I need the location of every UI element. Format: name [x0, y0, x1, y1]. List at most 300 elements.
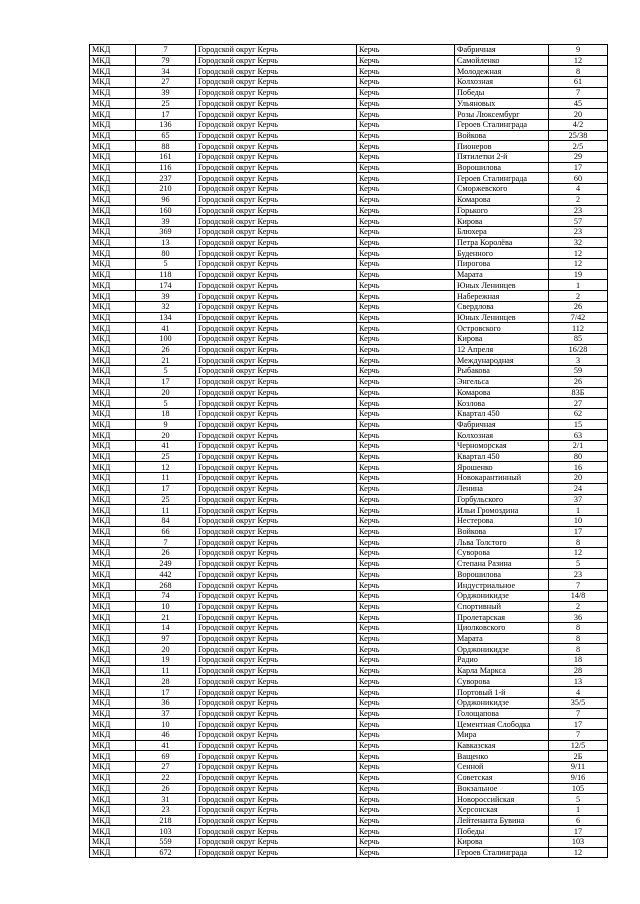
- cell-building-type: МКД: [90, 280, 136, 291]
- table-row: [90, 580, 608, 591]
- table-row: [90, 526, 608, 537]
- cell-street: Херсонская: [455, 804, 549, 815]
- cell-street: Комарова: [455, 194, 549, 205]
- cell-street: Горбульского: [455, 494, 549, 505]
- table-row: [90, 87, 608, 98]
- cell-city: Керчь: [357, 730, 455, 741]
- cell-building-type: МКД: [90, 376, 136, 387]
- cell-house-number: 60: [549, 173, 608, 184]
- cell-count: 17: [136, 109, 196, 120]
- cell-municipality: Городской округ Керчь: [196, 590, 357, 601]
- cell-city: Керчь: [357, 109, 455, 120]
- cell-house-number: 5: [549, 558, 608, 569]
- cell-count: 80: [136, 248, 196, 259]
- cell-city: Керчь: [357, 783, 455, 794]
- cell-city: Керчь: [357, 697, 455, 708]
- cell-building-type: МКД: [90, 119, 136, 130]
- cell-street: Героев Сталинграда: [455, 173, 549, 184]
- cell-building-type: МКД: [90, 548, 136, 559]
- housing-table: [89, 44, 608, 858]
- cell-city: Керчь: [357, 569, 455, 580]
- cell-house-number: 23: [549, 205, 608, 216]
- cell-municipality: Городской округ Керчь: [196, 697, 357, 708]
- cell-city: Керчь: [357, 548, 455, 559]
- cell-municipality: Городской округ Керчь: [196, 109, 357, 120]
- table-row: [90, 644, 608, 655]
- cell-street: Победы: [455, 87, 549, 98]
- cell-municipality: Городской округ Керчь: [196, 515, 357, 526]
- cell-street: Молодежная: [455, 66, 549, 77]
- cell-street: Суворова: [455, 676, 549, 687]
- cell-street: Горького: [455, 205, 549, 216]
- cell-count: 13: [136, 237, 196, 248]
- cell-city: Керчь: [357, 141, 455, 152]
- cell-building-type: МКД: [90, 804, 136, 815]
- cell-city: Керчь: [357, 676, 455, 687]
- cell-municipality: Городской округ Керчь: [196, 162, 357, 173]
- cell-municipality: Городской округ Керчь: [196, 312, 357, 323]
- cell-building-type: МКД: [90, 708, 136, 719]
- cell-count: 10: [136, 719, 196, 730]
- table-row: [90, 98, 608, 109]
- table-row: [90, 237, 608, 248]
- cell-municipality: Городской округ Керчь: [196, 826, 357, 837]
- table-row: [90, 194, 608, 205]
- cell-count: 18: [136, 408, 196, 419]
- cell-city: Керчь: [357, 665, 455, 676]
- cell-building-type: МКД: [90, 87, 136, 98]
- cell-city: Керчь: [357, 376, 455, 387]
- cell-street: Пятилетки 2-й: [455, 152, 549, 163]
- cell-house-number: 3: [549, 355, 608, 366]
- cell-count: 11: [136, 505, 196, 516]
- cell-count: 32: [136, 301, 196, 312]
- cell-building-type: МКД: [90, 590, 136, 601]
- cell-municipality: Городской округ Керчь: [196, 751, 357, 762]
- cell-count: 268: [136, 580, 196, 591]
- cell-city: Керчь: [357, 87, 455, 98]
- cell-count: 28: [136, 676, 196, 687]
- table-row: [90, 77, 608, 88]
- cell-city: Керчь: [357, 366, 455, 377]
- cell-municipality: Городской округ Керчь: [196, 462, 357, 473]
- cell-municipality: Городской округ Керчь: [196, 216, 357, 227]
- cell-count: 118: [136, 269, 196, 280]
- cell-street: Черноморская: [455, 441, 549, 452]
- cell-city: Керчь: [357, 237, 455, 248]
- cell-city: Керчь: [357, 558, 455, 569]
- cell-house-number: 45: [549, 98, 608, 109]
- cell-city: Керчь: [357, 323, 455, 334]
- cell-street: Победы: [455, 826, 549, 837]
- cell-street: Кавказская: [455, 740, 549, 751]
- cell-house-number: 12/5: [549, 740, 608, 751]
- cell-count: 84: [136, 515, 196, 526]
- cell-building-type: МКД: [90, 826, 136, 837]
- cell-count: 79: [136, 55, 196, 66]
- cell-municipality: Городской округ Керчь: [196, 644, 357, 655]
- cell-house-number: 8: [549, 633, 608, 644]
- cell-house-number: 57: [549, 216, 608, 227]
- cell-house-number: 103: [549, 837, 608, 848]
- table-row: [90, 462, 608, 473]
- cell-building-type: МКД: [90, 451, 136, 462]
- cell-street: Ворошилова: [455, 162, 549, 173]
- cell-count: 7: [136, 45, 196, 56]
- cell-municipality: Городской округ Керчь: [196, 548, 357, 559]
- cell-house-number: 1: [549, 505, 608, 516]
- cell-municipality: Городской округ Керчь: [196, 676, 357, 687]
- cell-building-type: МКД: [90, 194, 136, 205]
- cell-building-type: МКД: [90, 141, 136, 152]
- cell-building-type: МКД: [90, 173, 136, 184]
- cell-city: Керчь: [357, 119, 455, 130]
- cell-municipality: Городской округ Керчь: [196, 269, 357, 280]
- cell-house-number: 20: [549, 109, 608, 120]
- cell-building-type: МКД: [90, 644, 136, 655]
- table-row: [90, 505, 608, 516]
- cell-count: 161: [136, 152, 196, 163]
- table-row: [90, 430, 608, 441]
- cell-street: Кирова: [455, 333, 549, 344]
- cell-municipality: Городской округ Керчь: [196, 355, 357, 366]
- cell-building-type: МКД: [90, 676, 136, 687]
- cell-house-number: 15: [549, 419, 608, 430]
- table-row: [90, 130, 608, 141]
- cell-building-type: МКД: [90, 66, 136, 77]
- cell-city: Керчь: [357, 847, 455, 858]
- cell-city: Керчь: [357, 344, 455, 355]
- cell-street: Льва Толстого: [455, 537, 549, 548]
- cell-municipality: Городской округ Керчь: [196, 141, 357, 152]
- cell-count: 136: [136, 119, 196, 130]
- cell-house-number: 8: [549, 622, 608, 633]
- cell-municipality: Городской округ Керчь: [196, 804, 357, 815]
- table-row: [90, 408, 608, 419]
- cell-building-type: МКД: [90, 301, 136, 312]
- cell-city: Керчь: [357, 55, 455, 66]
- cell-city: Керчь: [357, 622, 455, 633]
- cell-count: 11: [136, 473, 196, 484]
- cell-municipality: Городской округ Керчь: [196, 569, 357, 580]
- cell-house-number: 23: [549, 569, 608, 580]
- cell-street: Колхозная: [455, 77, 549, 88]
- table-row: [90, 687, 608, 698]
- cell-street: Кирова: [455, 837, 549, 848]
- table-row: [90, 590, 608, 601]
- cell-house-number: 112: [549, 323, 608, 334]
- cell-house-number: 7/42: [549, 312, 608, 323]
- table-row: [90, 162, 608, 173]
- cell-city: Керчь: [357, 505, 455, 516]
- table-row: [90, 719, 608, 730]
- cell-street: Ворошилова: [455, 569, 549, 580]
- cell-street: Пирогова: [455, 259, 549, 270]
- table-row: [90, 762, 608, 773]
- cell-building-type: МКД: [90, 269, 136, 280]
- cell-building-type: МКД: [90, 601, 136, 612]
- table-row: [90, 333, 608, 344]
- cell-street: Цементная Слободка: [455, 719, 549, 730]
- cell-city: Керчь: [357, 719, 455, 730]
- cell-city: Керчь: [357, 216, 455, 227]
- table-row: [90, 216, 608, 227]
- cell-house-number: 14/8: [549, 590, 608, 601]
- cell-municipality: Городской округ Керчь: [196, 483, 357, 494]
- cell-city: Керчь: [357, 580, 455, 591]
- cell-count: 14: [136, 622, 196, 633]
- cell-city: Керчь: [357, 633, 455, 644]
- cell-building-type: МКД: [90, 344, 136, 355]
- cell-house-number: 2Б: [549, 751, 608, 762]
- cell-street: Розы Люксембург: [455, 109, 549, 120]
- table-row: [90, 366, 608, 377]
- cell-municipality: Городской округ Керчь: [196, 130, 357, 141]
- cell-municipality: Городской округ Керчь: [196, 323, 357, 334]
- cell-house-number: 12: [549, 259, 608, 270]
- cell-building-type: МКД: [90, 655, 136, 666]
- cell-municipality: Городской округ Керчь: [196, 847, 357, 858]
- table-row: [90, 312, 608, 323]
- cell-count: 66: [136, 526, 196, 537]
- table-row: [90, 601, 608, 612]
- cell-city: Керчь: [357, 430, 455, 441]
- cell-city: Керчь: [357, 387, 455, 398]
- cell-city: Керчь: [357, 333, 455, 344]
- cell-house-number: 59: [549, 366, 608, 377]
- cell-street: Юных Ленинцев: [455, 280, 549, 291]
- cell-street: Ващенко: [455, 751, 549, 762]
- cell-municipality: Городской округ Керчь: [196, 622, 357, 633]
- cell-house-number: 4: [549, 687, 608, 698]
- cell-count: 559: [136, 837, 196, 848]
- cell-house-number: 7: [549, 730, 608, 741]
- cell-house-number: 2: [549, 601, 608, 612]
- cell-street: Марата: [455, 633, 549, 644]
- cell-house-number: 5: [549, 794, 608, 805]
- cell-count: 65: [136, 130, 196, 141]
- cell-house-number: 19: [549, 269, 608, 280]
- table-row: [90, 269, 608, 280]
- cell-house-number: 83Б: [549, 387, 608, 398]
- cell-house-number: 16: [549, 462, 608, 473]
- cell-count: 31: [136, 794, 196, 805]
- table-row: [90, 205, 608, 216]
- cell-building-type: МКД: [90, 569, 136, 580]
- cell-city: Керчь: [357, 826, 455, 837]
- cell-municipality: Городской округ Керчь: [196, 837, 357, 848]
- table-row: [90, 141, 608, 152]
- cell-city: Керчь: [357, 419, 455, 430]
- cell-street: Комарова: [455, 387, 549, 398]
- cell-house-number: 37: [549, 494, 608, 505]
- cell-street: Марата: [455, 269, 549, 280]
- cell-city: Керчь: [357, 837, 455, 848]
- table-row: [90, 837, 608, 848]
- cell-city: Керчь: [357, 45, 455, 56]
- table-row: [90, 815, 608, 826]
- table-row: [90, 730, 608, 741]
- cell-count: 21: [136, 355, 196, 366]
- cell-count: 17: [136, 687, 196, 698]
- cell-building-type: МКД: [90, 612, 136, 623]
- cell-street: Блюхера: [455, 226, 549, 237]
- cell-municipality: Городской округ Керчь: [196, 708, 357, 719]
- cell-building-type: МКД: [90, 580, 136, 591]
- cell-house-number: 7: [549, 708, 608, 719]
- cell-count: 17: [136, 376, 196, 387]
- table-row: [90, 804, 608, 815]
- cell-street: Ленина: [455, 483, 549, 494]
- cell-house-number: 62: [549, 408, 608, 419]
- cell-street: Орджоникидзе: [455, 697, 549, 708]
- cell-street: Степана Разина: [455, 558, 549, 569]
- cell-count: 10: [136, 601, 196, 612]
- cell-city: Керчь: [357, 355, 455, 366]
- cell-house-number: 7: [549, 87, 608, 98]
- cell-city: Керчь: [357, 462, 455, 473]
- table-row: [90, 301, 608, 312]
- cell-city: Керчь: [357, 644, 455, 655]
- cell-city: Керчь: [357, 655, 455, 666]
- cell-house-number: 4/2: [549, 119, 608, 130]
- cell-building-type: МКД: [90, 109, 136, 120]
- cell-municipality: Городской округ Керчь: [196, 259, 357, 270]
- cell-municipality: Городской округ Керчь: [196, 55, 357, 66]
- cell-house-number: 16/28: [549, 344, 608, 355]
- cell-building-type: МКД: [90, 462, 136, 473]
- cell-municipality: Городской округ Керчь: [196, 344, 357, 355]
- table-row: [90, 291, 608, 302]
- cell-count: 41: [136, 323, 196, 334]
- cell-building-type: МКД: [90, 408, 136, 419]
- table-row: [90, 783, 608, 794]
- cell-municipality: Городской округ Керчь: [196, 119, 357, 130]
- cell-city: Керчь: [357, 515, 455, 526]
- cell-street: Карла Маркса: [455, 665, 549, 676]
- cell-house-number: 17: [549, 526, 608, 537]
- cell-municipality: Городской округ Керчь: [196, 184, 357, 195]
- cell-street: Сморжевского: [455, 184, 549, 195]
- cell-building-type: МКД: [90, 783, 136, 794]
- cell-municipality: Городской округ Керчь: [196, 237, 357, 248]
- cell-house-number: 63: [549, 430, 608, 441]
- cell-count: 20: [136, 644, 196, 655]
- cell-street: Юных Ленинцев: [455, 312, 549, 323]
- cell-count: 11: [136, 665, 196, 676]
- cell-city: Керчь: [357, 483, 455, 494]
- cell-municipality: Городской округ Керчь: [196, 815, 357, 826]
- cell-municipality: Городской округ Керчь: [196, 173, 357, 184]
- cell-building-type: МКД: [90, 719, 136, 730]
- cell-street: Самойленко: [455, 55, 549, 66]
- cell-count: 5: [136, 398, 196, 409]
- cell-count: 27: [136, 77, 196, 88]
- cell-house-number: 7: [549, 580, 608, 591]
- cell-count: 26: [136, 344, 196, 355]
- table-row: [90, 376, 608, 387]
- cell-building-type: МКД: [90, 355, 136, 366]
- cell-municipality: Городской округ Керчь: [196, 580, 357, 591]
- cell-building-type: МКД: [90, 740, 136, 751]
- cell-city: Керчь: [357, 612, 455, 623]
- cell-house-number: 26: [549, 376, 608, 387]
- cell-municipality: Городской округ Керчь: [196, 655, 357, 666]
- cell-municipality: Городской округ Керчь: [196, 730, 357, 741]
- cell-count: 174: [136, 280, 196, 291]
- cell-house-number: 28: [549, 665, 608, 676]
- table-row: [90, 66, 608, 77]
- cell-municipality: Городской округ Керчь: [196, 430, 357, 441]
- table-row: [90, 441, 608, 452]
- cell-street: Фабричная: [455, 419, 549, 430]
- cell-building-type: МКД: [90, 762, 136, 773]
- cell-municipality: Городской округ Керчь: [196, 762, 357, 773]
- cell-count: 218: [136, 815, 196, 826]
- cell-city: Керчь: [357, 226, 455, 237]
- cell-municipality: Городской округ Керчь: [196, 794, 357, 805]
- cell-municipality: Городской округ Керчь: [196, 687, 357, 698]
- table-row: [90, 847, 608, 858]
- cell-count: 96: [136, 194, 196, 205]
- cell-street: Рыбакова: [455, 366, 549, 377]
- cell-building-type: МКД: [90, 291, 136, 302]
- cell-municipality: Городской округ Керчь: [196, 66, 357, 77]
- cell-house-number: 2: [549, 291, 608, 302]
- cell-building-type: МКД: [90, 205, 136, 216]
- cell-building-type: МКД: [90, 366, 136, 377]
- cell-municipality: Городской округ Керчь: [196, 387, 357, 398]
- cell-street: Энгельса: [455, 376, 549, 387]
- cell-municipality: Городской округ Керчь: [196, 376, 357, 387]
- table-row: [90, 633, 608, 644]
- cell-street: Фабричная: [455, 45, 549, 56]
- cell-building-type: МКД: [90, 665, 136, 676]
- cell-city: Керчь: [357, 301, 455, 312]
- cell-street: Героев Сталинграда: [455, 119, 549, 130]
- table-row: [90, 451, 608, 462]
- table-row: [90, 323, 608, 334]
- cell-count: 237: [136, 173, 196, 184]
- cell-city: Керчь: [357, 762, 455, 773]
- cell-street: Циолковского: [455, 622, 549, 633]
- cell-street: Орджоникидзе: [455, 644, 549, 655]
- cell-count: 25: [136, 451, 196, 462]
- cell-street: Советская: [455, 772, 549, 783]
- cell-count: 69: [136, 751, 196, 762]
- cell-city: Керчь: [357, 708, 455, 719]
- cell-city: Керчь: [357, 259, 455, 270]
- cell-city: Керчь: [357, 601, 455, 612]
- table-row: [90, 751, 608, 762]
- table-row: [90, 494, 608, 505]
- table-row: [90, 515, 608, 526]
- cell-building-type: МКД: [90, 152, 136, 163]
- cell-street: Орджоникидзе: [455, 590, 549, 601]
- cell-count: 116: [136, 162, 196, 173]
- cell-count: 12: [136, 462, 196, 473]
- cell-city: Керчь: [357, 194, 455, 205]
- cell-municipality: Городской округ Керчь: [196, 248, 357, 259]
- cell-house-number: 13: [549, 676, 608, 687]
- cell-house-number: 12: [549, 55, 608, 66]
- cell-street: Набережная: [455, 291, 549, 302]
- cell-city: Керчь: [357, 280, 455, 291]
- cell-street: Колхозная: [455, 430, 549, 441]
- cell-building-type: МКД: [90, 333, 136, 344]
- cell-house-number: 26: [549, 301, 608, 312]
- cell-count: 46: [136, 730, 196, 741]
